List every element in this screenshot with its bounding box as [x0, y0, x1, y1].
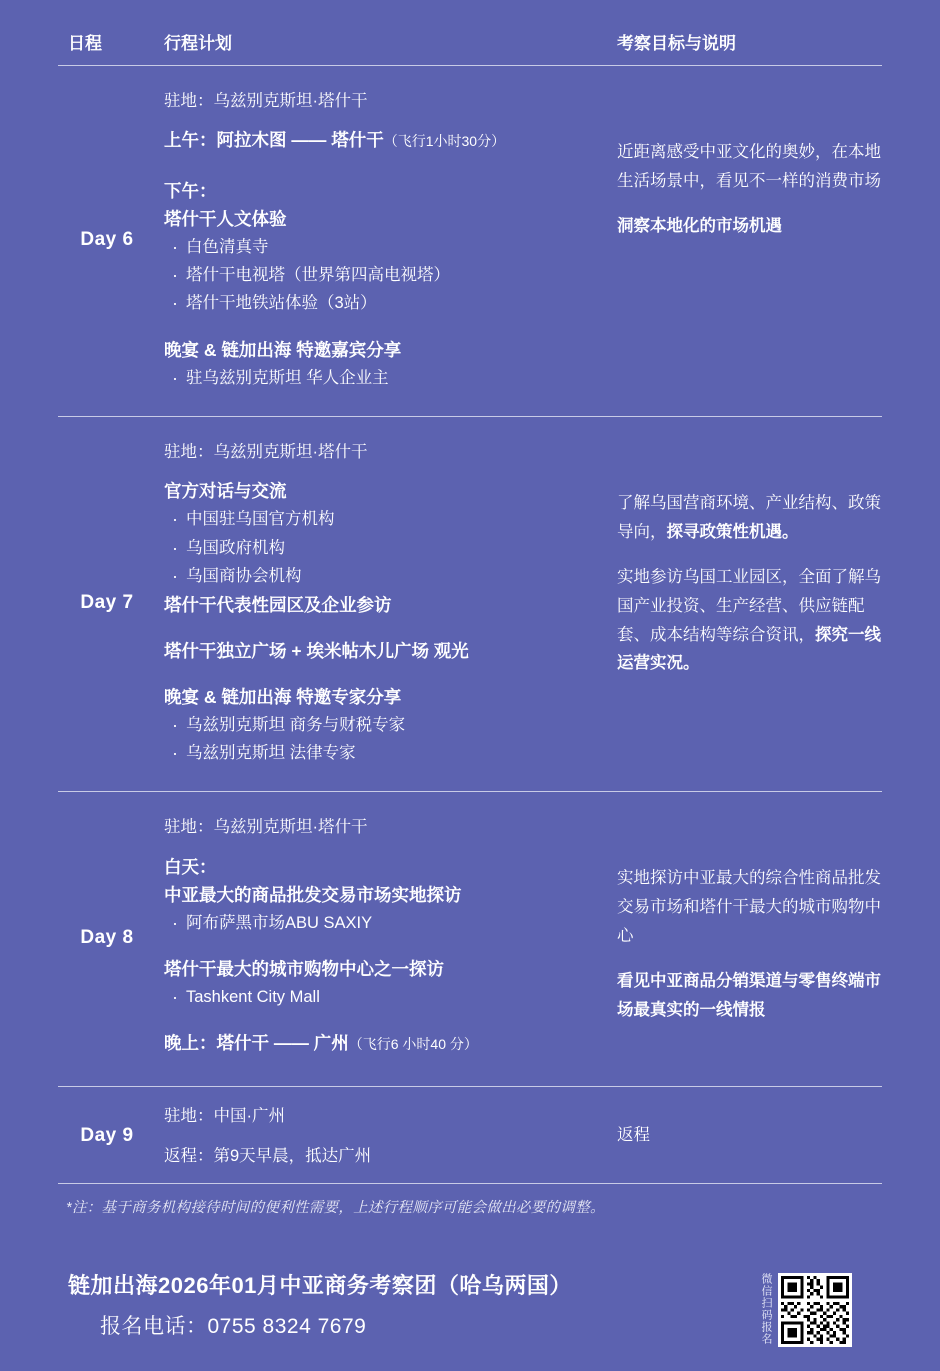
table-row: [58, 1087, 882, 1185]
plan-cell: [156, 1103, 611, 1170]
qr-block: [758, 1269, 882, 1347]
section-title: 塔什干代表性园区及企业参访: [164, 594, 392, 615]
stay-line: 驻地：乌兹别克斯坦·塔什干: [164, 443, 368, 462]
goal-text-bold: 探究一线运营实况。: [617, 625, 881, 673]
goal-cell: [611, 88, 882, 392]
evening-note: （飞行6 小时40 分）: [348, 1036, 478, 1053]
list-item: · 乌国政府机构: [168, 534, 611, 562]
daytime-title: 中亚最大的商品批发交易市场实地探访: [164, 884, 462, 905]
header-goal: 考察目标与说明: [617, 34, 736, 53]
stay-line: 驻地：中国·广州: [164, 1106, 285, 1125]
morning-note: （飞行1小时30分）: [383, 133, 506, 150]
list-item: · 乌国商协会机构: [168, 562, 611, 590]
list-item: · 白色清真寺: [168, 233, 611, 261]
list-item: · 中国驻乌国官方机构: [168, 505, 611, 533]
return-line: 返程：第9天早晨，抵达广州: [164, 1147, 372, 1166]
goal-paragraph: [617, 489, 882, 547]
mall-title: 塔什干最大的城市购物中心之一探访: [164, 959, 444, 980]
goal-text-normal: 实地参访乌国工业园区，全面了解乌国产业投资、生产经营、供应链配套、成本结构等综合资讯，: [617, 567, 881, 644]
plan-cell: [156, 88, 611, 392]
goal-text-bold: 探寻政策性机遇。: [666, 522, 799, 541]
plan-cell: [156, 439, 611, 767]
stay-line: 驻地：乌兹别克斯坦·塔什干: [164, 818, 368, 837]
list-item: · 驻乌兹别克斯坦 华人企业主: [168, 364, 611, 392]
mall-items: [164, 983, 611, 1011]
goal-paragraph: 近距离感受中亚文化的奥妙，在本地生活场景中，看见不一样的消费市场: [617, 143, 881, 190]
plan-cell: [156, 814, 611, 1061]
afternoon-title: 塔什干人文体验: [164, 208, 287, 229]
daytime-items: [164, 909, 611, 937]
header-plan: 行程计划: [164, 34, 232, 53]
list-item: · 塔什干电视塔（世界第四高电视塔）: [168, 261, 611, 289]
list-item: · 乌兹别克斯坦 商务与财税专家: [168, 711, 611, 739]
section1-items: [164, 505, 611, 590]
afternoon-label: 下午：: [164, 180, 217, 201]
list-item: · 塔什干地铁站体验（3站）: [168, 289, 611, 317]
section-title: 塔什干独立广场 + 埃米帖木儿广场 观光: [164, 640, 469, 661]
goal-paragraph: [617, 563, 882, 679]
footnote: *注：基于商务机构接待时间的便利性需要，上述行程顺序可能会做出必要的调整。: [66, 1200, 605, 1217]
table-row: [58, 792, 882, 1086]
goal-highlight: 洞察本地化的市场机遇: [617, 216, 782, 235]
goal-highlight: 看见中亚商品分销渠道与零售终端市场最真实的一线情报: [617, 971, 881, 1019]
list-item: · Tashkent City Mall: [168, 983, 611, 1011]
dinner-items: [164, 364, 611, 392]
header-day: 日程: [68, 34, 102, 53]
afternoon-items: [164, 233, 611, 318]
day-label: Day 8: [80, 927, 134, 948]
qr-icon: [781, 1276, 849, 1344]
footer-phone: 报名电话：0755 8324 7679: [100, 1315, 367, 1338]
day-label: Day 6: [80, 229, 134, 251]
qr-label: 微信扫码报名: [760, 1273, 772, 1345]
goal-cell: [611, 1103, 882, 1170]
day-label: Day 7: [80, 592, 134, 614]
footer-text: [58, 1269, 572, 1340]
goal-cell: [611, 439, 882, 767]
goal-paragraph: 返程: [617, 1125, 650, 1144]
table-row: [58, 66, 882, 417]
daytime-label: 白天：: [164, 856, 217, 877]
qr-code-image[interactable]: [778, 1273, 852, 1347]
morning-label: 上午：阿拉木图 —— 塔什干: [164, 130, 384, 151]
dinner-title: 晚宴 & 链加出海 特邀专家分享: [164, 686, 402, 707]
day-label: Day 9: [80, 1125, 134, 1147]
dinner-items: [164, 711, 611, 768]
footer: [0, 1253, 940, 1371]
evening-label: 晚上：塔什干 —— 广州: [164, 1033, 349, 1054]
stay-line: 驻地：乌兹别克斯坦·塔什干: [164, 92, 368, 110]
table-header: [58, 18, 882, 66]
list-item: · 乌兹别克斯坦 法律专家: [168, 739, 611, 767]
goal-cell: [611, 814, 882, 1061]
list-item: · 阿布萨黑市场ABU SAXIY: [168, 909, 611, 937]
itinerary-page: [0, 18, 940, 1371]
goal-paragraph: 实地探访中亚最大的综合性商品批发交易市场和塔什干最大的城市购物中心: [617, 869, 881, 946]
goal-text-normal: 了解乌国营商环境、产业结构、政策导向，: [617, 494, 881, 541]
section-title: 官方对话与交流: [164, 481, 287, 502]
table-row: [58, 417, 882, 792]
dinner-title: 晚宴 & 链加出海 特邀嘉宾分享: [164, 339, 402, 360]
footer-title: 链加出海2026年01月中亚商务考察团（哈乌两国）: [68, 1273, 572, 1298]
